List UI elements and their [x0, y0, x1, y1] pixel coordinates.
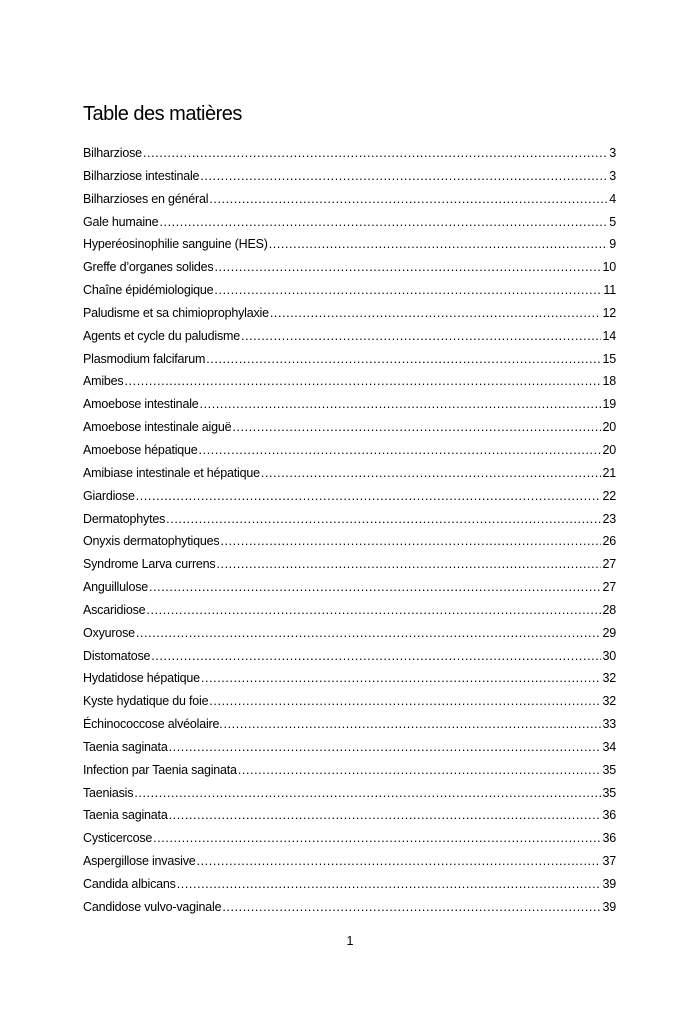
toc-entry-label[interactable]: Greffe d’organes solides: [83, 260, 214, 275]
toc-entry-page[interactable]: 20: [602, 442, 616, 457]
toc-entry-label[interactable]: Onyxis dermatophytiques: [83, 534, 220, 549]
toc-entry-page[interactable]: 39: [602, 877, 616, 891]
toc-entry[interactable]: [83, 553, 616, 576]
toc-entry[interactable]: [83, 211, 616, 234]
toc-entry-page[interactable]: 28: [602, 602, 616, 617]
toc-entry-label[interactable]: Amoebose intestinale: [83, 397, 199, 412]
toc-entry[interactable]: [83, 485, 616, 508]
toc-entry[interactable]: [83, 599, 616, 622]
toc-entry-page[interactable]: 11: [603, 283, 616, 298]
toc-dot-leader: [149, 576, 601, 598]
toc-entry-page[interactable]: 15: [602, 351, 616, 366]
toc-dot-leader: [136, 485, 602, 507]
toc-dot-leader: [151, 645, 601, 667]
toc-entry-label[interactable]: Infection par Taenia saginata: [83, 762, 237, 777]
toc-entry[interactable]: [83, 348, 616, 371]
toc-entry-label[interactable]: Taenia saginata: [83, 739, 168, 754]
toc-dot-leader: [216, 553, 601, 575]
toc-dot-leader: [199, 439, 602, 461]
toc-entry[interactable]: [83, 530, 616, 553]
toc-entry-label[interactable]: Paludisme et sa chimioprophylaxie: [83, 305, 269, 320]
toc-entry[interactable]: [83, 462, 616, 485]
toc-dot-leader: [224, 713, 602, 735]
toc-entry[interactable]: [83, 804, 616, 827]
toc-entry-label[interactable]: Amoebose hépatique: [83, 442, 198, 457]
toc-dot-leader: [238, 759, 602, 781]
toc-entry[interactable]: [83, 873, 616, 896]
toc-dot-leader: [169, 804, 602, 826]
toc-entry-label[interactable]: Syndrome Larva currens: [83, 557, 216, 572]
toc-dot-leader: [197, 850, 602, 872]
toc-entry-page[interactable]: 32: [602, 694, 616, 709]
toc-entry-page[interactable]: 3: [609, 146, 616, 160]
toc-dot-leader: [222, 896, 601, 918]
toc-dot-leader: [134, 782, 601, 804]
toc-entry[interactable]: [83, 302, 616, 325]
toc-dot-leader: [146, 599, 601, 621]
toc-entry-label[interactable]: Amibiase intestinale et hépatique: [83, 465, 260, 480]
toc-entry-page[interactable]: 27: [602, 580, 616, 595]
toc-dot-leader: [169, 736, 602, 758]
toc-entry-page[interactable]: 3: [609, 168, 616, 183]
toc-entry-page[interactable]: 22: [602, 488, 616, 503]
toc-dot-leader: [124, 370, 601, 392]
toc-entry-page[interactable]: 9: [609, 237, 616, 252]
toc-entry-page[interactable]: 18: [602, 374, 616, 389]
toc-entry-label[interactable]: Taeniasis: [83, 785, 134, 800]
toc-entry-page[interactable]: 30: [602, 648, 616, 663]
toc-entry[interactable]: [83, 142, 616, 165]
toc-dot-leader: [143, 142, 608, 164]
toc-entry[interactable]: [83, 736, 616, 759]
toc-entry-page[interactable]: 29: [602, 625, 616, 640]
toc-entry[interactable]: [83, 508, 616, 531]
toc-dot-leader: [269, 233, 609, 255]
toc-entry[interactable]: [83, 759, 616, 782]
toc-entry[interactable]: [83, 279, 616, 302]
toc-entry[interactable]: [83, 713, 616, 736]
toc-entry-label[interactable]: Plasmodium falcifarum: [83, 351, 206, 366]
toc-dot-leader: [209, 690, 601, 712]
toc-entry-label[interactable]: Dermatophytes: [83, 511, 166, 526]
toc-entry[interactable]: [83, 188, 616, 211]
toc-dot-leader: [136, 622, 602, 644]
toc-dot-leader: [206, 348, 601, 370]
toc-entry-page[interactable]: 37: [602, 854, 616, 869]
toc-entry-page[interactable]: 23: [602, 511, 616, 526]
toc-entry[interactable]: [83, 370, 616, 393]
toc-entry-page[interactable]: 36: [602, 808, 616, 823]
toc-dot-leader: [214, 279, 602, 301]
toc-dot-leader: [209, 188, 608, 210]
toc-entry-page[interactable]: 10: [602, 260, 616, 275]
toc-dot-leader: [241, 325, 601, 347]
toc-entry[interactable]: [83, 667, 616, 690]
toc-entry-label[interactable]: Amoebose intestinale aiguë: [83, 420, 232, 435]
toc-entry-page[interactable]: 20: [602, 420, 616, 435]
toc-entry-page[interactable]: 19: [602, 397, 616, 412]
toc-entry-label[interactable]: Hyperéosinophilie sanguine (HES): [83, 237, 268, 252]
toc-entry-page[interactable]: 33: [602, 717, 616, 732]
toc-dot-leader: [201, 667, 602, 689]
toc-entry-label[interactable]: Échinococcose alvéolaire.: [83, 717, 223, 732]
toc-entry-label[interactable]: Agents et cycle du paludisme: [83, 328, 240, 343]
toc-entry-page[interactable]: 4: [609, 191, 616, 206]
toc-entry-label[interactable]: Ascaridiose: [83, 602, 146, 617]
toc-entry[interactable]: [83, 393, 616, 416]
toc-entry-label[interactable]: Bilharziose intestinale: [83, 168, 200, 183]
table-of-contents: [83, 142, 616, 919]
toc-entry[interactable]: [83, 165, 616, 188]
toc-dot-leader: [166, 508, 601, 530]
toc-entry-label[interactable]: Candida albicans: [83, 877, 176, 891]
toc-entry[interactable]: [83, 896, 616, 919]
toc-entry[interactable]: [83, 690, 616, 713]
toc-dot-leader: [200, 393, 602, 415]
toc-entry-page[interactable]: 5: [609, 214, 616, 229]
toc-entry-label[interactable]: Aspergillose invasive: [83, 854, 196, 869]
toc-entry-page[interactable]: 21: [602, 465, 616, 480]
toc-entry-label[interactable]: Bilharziose: [83, 146, 142, 160]
toc-dot-leader: [261, 462, 602, 484]
toc-entry[interactable]: [83, 827, 616, 850]
toc-entry[interactable]: [83, 233, 616, 256]
toc-dot-leader: [270, 302, 602, 324]
toc-dot-leader: [177, 873, 602, 895]
toc-entry-label[interactable]: Cysticercose: [83, 831, 153, 846]
toc-entry-label[interactable]: Candidose vulvo-vaginale: [83, 899, 222, 914]
toc-entry-label[interactable]: Chaîne épidémiologique: [83, 283, 214, 298]
toc-dot-leader: [214, 256, 601, 278]
toc-entry-page[interactable]: 27: [602, 557, 616, 572]
toc-entry-page[interactable]: 32: [602, 671, 616, 686]
page-title: Table des matières: [83, 103, 242, 125]
toc-dot-leader: [159, 211, 608, 233]
toc-entry[interactable]: [83, 645, 616, 668]
toc-entry[interactable]: [83, 439, 616, 462]
toc-entry-label[interactable]: Distomatose: [83, 648, 151, 663]
toc-dot-leader: [200, 165, 608, 187]
toc-entry-label[interactable]: Bilharzioses en général: [83, 191, 209, 206]
toc-entry-page[interactable]: 12: [602, 305, 616, 320]
toc-entry[interactable]: [83, 782, 616, 805]
page-number: 1: [346, 934, 354, 948]
toc-entry[interactable]: [83, 850, 616, 873]
toc-entry-label[interactable]: Amibes: [83, 374, 124, 389]
toc-entry-label[interactable]: Hydatidose hépatique: [83, 671, 200, 686]
toc-entry-page[interactable]: 36: [602, 831, 616, 846]
toc-entry[interactable]: [83, 325, 616, 348]
toc-entry[interactable]: [83, 622, 616, 645]
toc-entry-page[interactable]: 26: [602, 534, 616, 549]
toc-entry-label[interactable]: Taenia saginata: [83, 808, 168, 823]
toc-dot-leader: [153, 827, 601, 849]
toc-entry[interactable]: [83, 256, 616, 279]
toc-entry-label[interactable]: Kyste hydatique du foie: [83, 694, 209, 709]
toc-entry[interactable]: [83, 576, 616, 599]
toc-entry-label[interactable]: Gale humaine: [83, 214, 159, 229]
toc-entry-page[interactable]: 35: [602, 762, 616, 777]
toc-entry-page[interactable]: 14: [602, 328, 616, 343]
toc-dot-leader: [220, 530, 601, 552]
toc-dot-leader: [232, 416, 601, 438]
toc-entry-label[interactable]: Oxyurose: [83, 625, 135, 640]
toc-entry-label[interactable]: Giardiose: [83, 488, 135, 503]
toc-entry[interactable]: [83, 416, 616, 439]
toc-entry-page[interactable]: 35: [602, 785, 616, 800]
toc-entry-label[interactable]: Anguillulose: [83, 580, 149, 595]
toc-entry-page[interactable]: 34: [602, 739, 616, 754]
toc-entry-page[interactable]: 39: [602, 899, 616, 914]
